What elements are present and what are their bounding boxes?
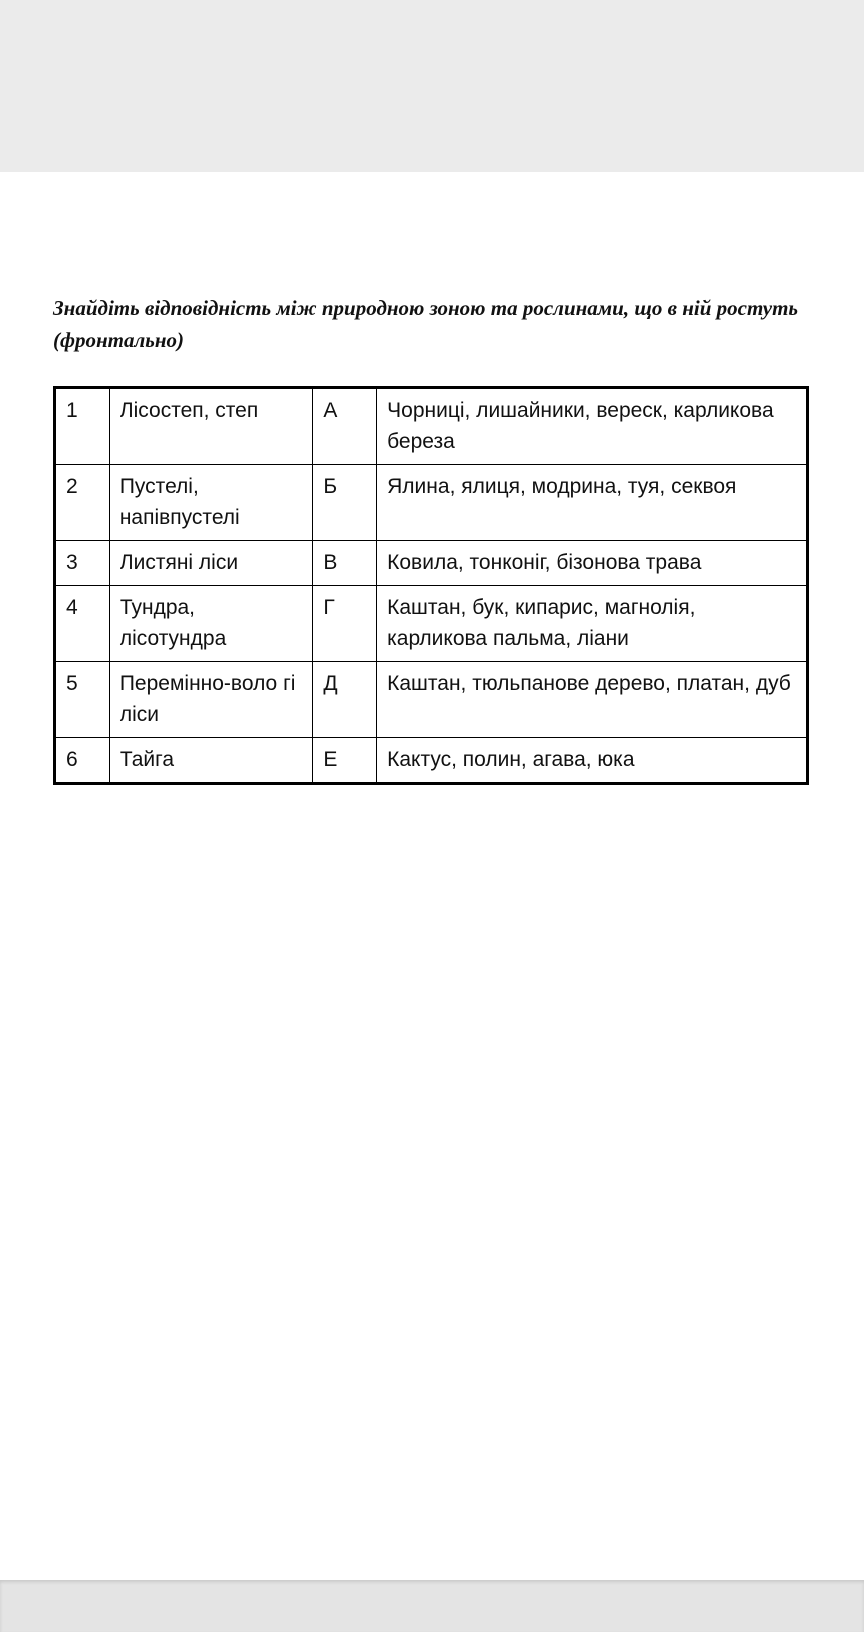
table-row	[55, 738, 808, 784]
row-number: 1	[55, 388, 110, 465]
table-row	[55, 541, 808, 586]
row-number: 3	[55, 541, 110, 586]
option-letter: Б	[313, 465, 377, 541]
plants-list: Чорниці, лишайники, вереск, карликова береза	[377, 388, 808, 465]
table-row	[55, 388, 808, 465]
plants-list: Каштан, бук, кипарис, магнолія, карликова пальма, ліани	[377, 586, 808, 662]
document-page[interactable]	[0, 172, 864, 1580]
row-number: 4	[55, 586, 110, 662]
natural-zone: Перемінно-воло гі ліси	[109, 662, 313, 738]
row-number: 5	[55, 662, 110, 738]
table-row	[55, 662, 808, 738]
table-row	[55, 465, 808, 541]
natural-zone: Тайга	[109, 738, 313, 784]
option-letter: А	[313, 388, 377, 465]
option-letter: Г	[313, 586, 377, 662]
task-title: Знайдіть відповідність між природною зоною та рослинами, що в ній ростуть (фронтально)	[53, 296, 799, 352]
option-letter: В	[313, 541, 377, 586]
option-letter: Е	[313, 738, 377, 784]
table-row	[55, 586, 808, 662]
row-number: 6	[55, 738, 110, 784]
natural-zone: Лісостеп, степ	[109, 388, 313, 465]
plants-list: Ковила, тонконіг, бізонова трава	[377, 541, 808, 586]
row-number: 2	[55, 465, 110, 541]
matching-table	[53, 386, 809, 785]
natural-zone: Листяні ліси	[109, 541, 313, 586]
top-gray-band	[0, 0, 864, 172]
plants-list: Кактус, полин, агава, юка	[377, 738, 808, 784]
option-letter: Д	[313, 662, 377, 738]
natural-zone: Тундра, лісотундра	[109, 586, 313, 662]
natural-zone: Пустелі, напівпустелі	[109, 465, 313, 541]
plants-list: Ялина, ялиця, модрина, туя, секвоя	[377, 465, 808, 541]
bottom-gray-band	[0, 1580, 864, 1632]
plants-list: Каштан, тюльпанове дерево, платан, дуб	[377, 662, 808, 738]
